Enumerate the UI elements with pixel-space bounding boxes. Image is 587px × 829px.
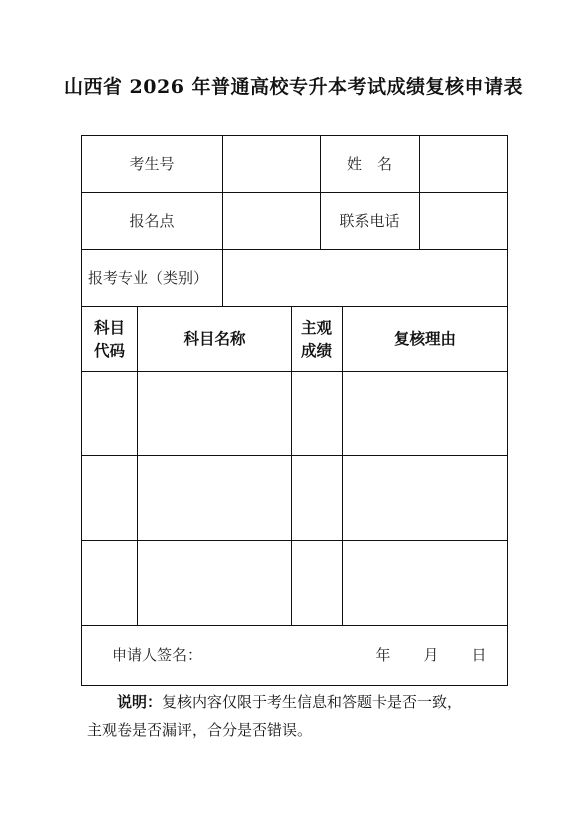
row2-reason-field[interactable] [343,456,507,540]
exam-number-label: 考生号 [129,154,175,173]
major-label: 报考专业（类别） [88,268,209,287]
row3-subjective-score-field[interactable] [292,541,342,625]
note-line-1 [87,688,497,716]
name-label: 姓 名 [346,154,392,173]
registration-site-label: 报名点 [129,211,175,230]
subject-code-header-text: 科目代码 [93,317,125,360]
phone-label: 联系电话 [339,211,400,230]
subject-code-header [82,307,137,371]
row1-subjective-score-field[interactable] [292,372,342,455]
subjective-score-header-text: 主观成绩 [300,317,332,360]
subject-name-header: 科目名称 [183,329,246,349]
row3-subject-name-field[interactable] [138,541,291,625]
signature-month: 月 [423,645,439,664]
signature-day: 日 [471,645,487,664]
note-label: 说明： [117,693,163,711]
reason-header: 复核理由 [393,329,456,349]
instructions-note [87,688,497,744]
application-form-table [81,135,508,686]
row1-reason-field[interactable] [343,372,507,455]
row1-subject-code-field[interactable] [82,372,137,455]
row3-subject-code-field[interactable] [82,541,137,625]
note-text-1: 复核内容仅限于考生信息和答题卡是否一致， [162,693,463,711]
row1-subject-name-field[interactable] [138,372,291,455]
subjective-score-header [291,307,342,371]
signature-year: 年 [375,645,391,664]
note-line-2 [87,716,497,744]
row3-reason-field[interactable] [343,541,507,625]
signature-label: 申请人签名： [112,645,203,664]
row2-subject-name-field[interactable] [138,456,291,540]
row2-subject-code-field[interactable] [82,456,137,540]
registration-site-field[interactable] [223,193,320,249]
phone-field[interactable] [420,193,507,249]
note-text-2: 主观卷是否漏评，合分是否错误。 [87,721,313,739]
signature-field[interactable] [262,626,372,684]
form-title: 山西省 2026 年普通高校专升本考试成绩复核申请表 [63,76,524,98]
name-field[interactable] [420,136,507,192]
row2-subjective-score-field[interactable] [292,456,342,540]
major-field[interactable] [223,250,507,306]
exam-number-field[interactable] [223,136,320,192]
